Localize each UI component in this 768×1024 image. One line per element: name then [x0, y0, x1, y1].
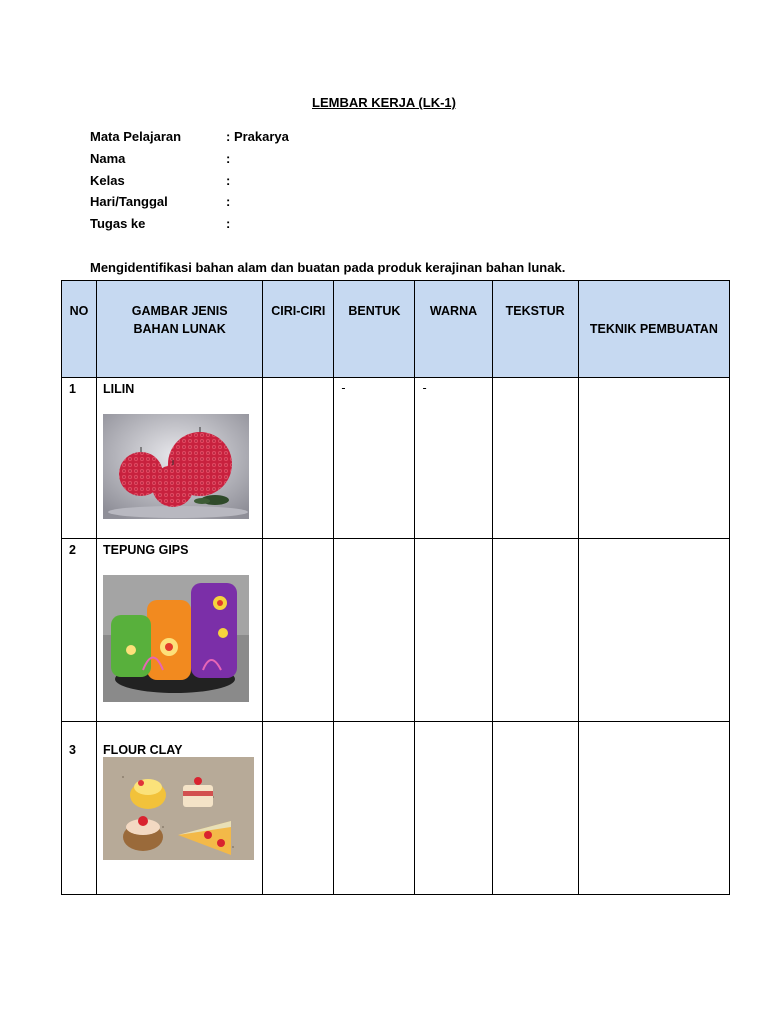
- info-label: Hari/Tanggal: [90, 194, 168, 210]
- cell-tekstur: [492, 722, 578, 895]
- table-row: [62, 378, 730, 539]
- table-row: [62, 722, 730, 895]
- header-bentuk: BENTUK: [334, 281, 415, 378]
- material-name: LILIN: [103, 382, 135, 396]
- info-label: Kelas: [90, 172, 125, 188]
- cell-teknik: [578, 378, 729, 539]
- header-teknik: TEKNIK PEMBUATAN: [578, 281, 729, 378]
- header-warna: WARNA: [415, 281, 492, 378]
- table-row: [62, 539, 730, 722]
- cell-no: 2: [62, 539, 97, 722]
- info-label: Mata Pelajaran: [90, 129, 182, 144]
- worksheet-title: LEMBAR KERJA (LK-1): [312, 95, 456, 110]
- cell-material: [97, 378, 263, 539]
- cell-ciri: [263, 539, 334, 722]
- cell-bentuk: [334, 539, 415, 722]
- info-label: Nama: [90, 150, 126, 166]
- cell-ciri: [263, 378, 334, 539]
- instruction-text: Mengidentifikasi bahan alam dan buatan pada produk kerajinan bahan lunak.: [90, 260, 566, 275]
- table-header-row: [62, 281, 730, 378]
- header-gambar-label: GAMBAR JENIS BAHAN LUNAK: [131, 304, 228, 336]
- cell-bentuk: -: [334, 378, 415, 539]
- cell-material: [97, 539, 263, 722]
- header-ciri: CIRI-CIRI: [263, 281, 334, 378]
- cell-teknik: [578, 539, 729, 722]
- cell-warna: [415, 539, 492, 722]
- cell-tekstur: [492, 539, 578, 722]
- clay-food-photo: [103, 757, 254, 860]
- header-gambar: [97, 281, 263, 378]
- gypsum-vases-photo: [103, 575, 249, 702]
- cell-no: 1: [62, 378, 97, 539]
- info-value: :: [226, 150, 231, 166]
- material-name: TEPUNG GIPS: [103, 543, 189, 557]
- info-value: :: [226, 194, 231, 210]
- cell-material: [97, 722, 263, 895]
- info-label: Tugas ke: [90, 216, 146, 232]
- info-value: :: [226, 216, 231, 232]
- material-name: FLOUR CLAY: [103, 743, 183, 757]
- info-value: :: [226, 172, 231, 188]
- cell-bentuk: [334, 722, 415, 895]
- header-tekstur: TEKSTUR: [492, 281, 578, 378]
- cell-teknik: [578, 722, 729, 895]
- cell-warna: [415, 722, 492, 895]
- cell-ciri: [263, 722, 334, 895]
- cell-warna: -: [415, 378, 492, 539]
- info-value: : Prakarya: [226, 129, 289, 144]
- header-no: NO: [62, 281, 97, 378]
- cell-no: 3: [62, 722, 97, 895]
- candle-photo: [103, 414, 249, 519]
- cell-tekstur: [492, 378, 578, 539]
- worksheet-table: [61, 280, 730, 895]
